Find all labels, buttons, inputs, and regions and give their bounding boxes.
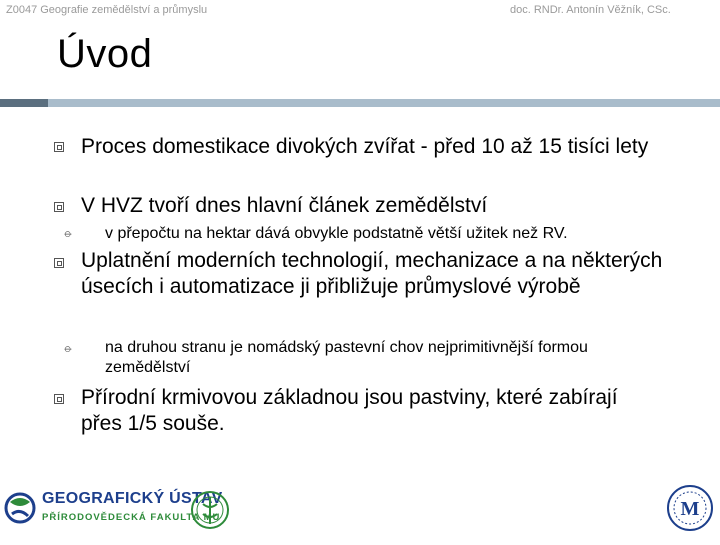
bullet-icon: [54, 202, 64, 212]
bullet-icon: [54, 258, 64, 268]
seal-letter: M: [680, 498, 700, 520]
course-header: Z0047 Geografie zemědělství a průmyslu: [6, 4, 208, 16]
faculty-emblem-icon: [192, 492, 228, 528]
sub-bullet-icon: ⦵: [62, 225, 74, 240]
bullet-text-3: Uplatnění moderních technologií, mechanizace a na některých úsecích i automatizace ji přibližuje průmyslové výrobě: [81, 249, 663, 298]
sub-bullet-text-3: na druhou stranu je nomádský pastevní chov nejprimitivnější formou zemědělství: [105, 339, 588, 376]
logo-left-title: GEOGRAFICKÝ ÚSTAV: [42, 490, 223, 507]
slide-title: Úvod: [57, 32, 153, 76]
author-header: doc. RNDr. Antonín Věžník, CSc.: [510, 4, 671, 16]
title-rule-dark: [0, 99, 48, 107]
geografie-logo-icon: [6, 494, 34, 522]
bullet-text-1: Proces domestikace divokých zvířat - před 10 až 15 tisíci lety: [81, 135, 649, 158]
bullet-icon: [54, 142, 64, 152]
logo-left-subtitle: PŘÍRODOVĚDECKÁ FAKULTA MU: [42, 512, 221, 523]
bullet-icon: [54, 394, 64, 404]
title-rule-light: [48, 99, 720, 107]
footer-logos: [0, 480, 720, 540]
sub-bullet-text-2: v přepočtu na hektar dává obvykle podstatně větší užitek než RV.: [105, 225, 568, 242]
university-seal-icon: [668, 486, 712, 530]
footer-logos-svg: [0, 480, 720, 540]
bullet-text-4: Přírodní krmivovou základnou jsou pastviny, které zabírají přes 1/5 souše.: [81, 386, 618, 435]
bullet-text-2: V HVZ tvoří dnes hlavní článek zemědělství: [81, 194, 488, 217]
sub-bullet-icon: ⦵: [62, 340, 74, 355]
